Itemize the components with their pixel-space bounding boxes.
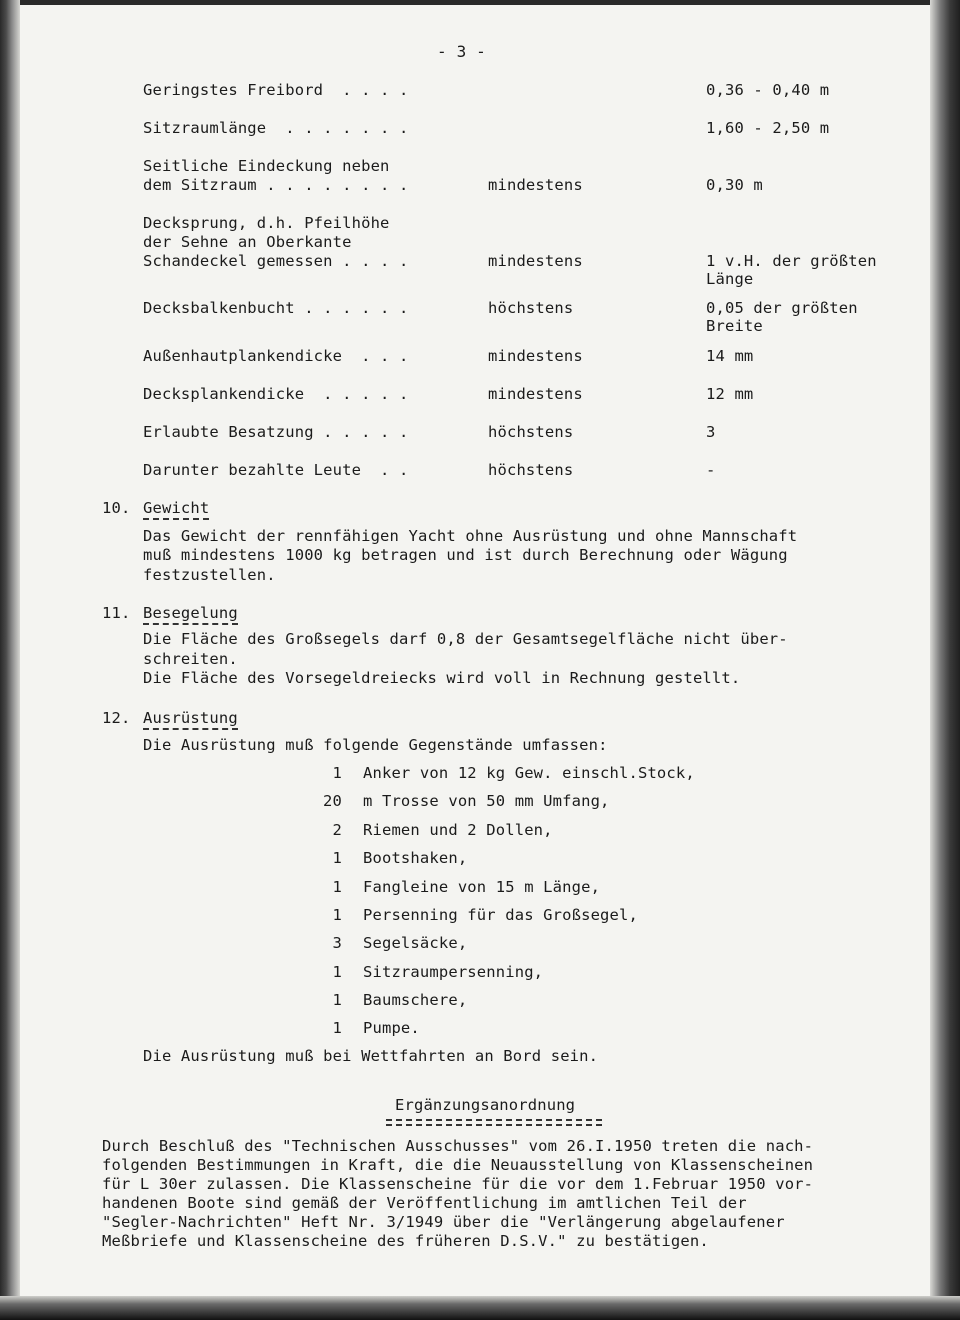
item-text: Persenning für das Großsegel, <box>363 906 638 924</box>
paragraph-line: Meßbriefe und Klassenscheine des früheren D.S.V." zu bestätigen. <box>102 1232 709 1250</box>
item-qty: 2 <box>332 821 342 839</box>
spec-qualifier: mindestens <box>488 385 583 403</box>
item-qty: 20 <box>323 792 342 810</box>
item-text: Riemen und 2 Dollen, <box>363 821 553 839</box>
item-qty: 1 <box>332 878 342 896</box>
paragraph-line: Die Fläche des Vorsegeldreiecks wird voll in Rechnung gestellt. <box>143 669 741 687</box>
item-text: Anker von 12 kg Gew. einschl.Stock, <box>363 764 695 782</box>
item-qty: 1 <box>332 963 342 981</box>
spec-value: 14 mm <box>706 347 754 365</box>
item-text: Segelsäcke, <box>363 934 468 952</box>
spec-value: Breite <box>706 317 763 335</box>
section-heading-text: Besegelung <box>143 604 238 625</box>
item-qty: 1 <box>332 764 342 782</box>
item-qty: 1 <box>332 991 342 1009</box>
scan-bottom-border <box>0 1296 960 1320</box>
spec-label: Darunter bezahlte Leute . . <box>143 461 409 479</box>
paragraph-line: Das Gewicht der rennfähigen Yacht ohne Ausrüstung und ohne Mannschaft <box>143 527 798 545</box>
spec-label: dem Sitzraum . . . . . . . . <box>143 176 409 194</box>
page-number: - 3 - <box>437 42 486 61</box>
spec-value: 0,30 m <box>706 176 763 194</box>
section-heading <box>143 499 209 519</box>
section-number: 10. <box>102 499 131 517</box>
paragraph-line: festzustellen. <box>143 566 276 584</box>
item-text: Bootshaken, <box>363 849 468 867</box>
spec-label: Decksbalkenbucht . . . . . . <box>143 299 409 317</box>
spec-qualifier: höchstens <box>488 299 574 317</box>
spec-qualifier: höchstens <box>488 461 574 479</box>
scan-top-border <box>0 0 960 5</box>
spec-label: Decksprung, d.h. Pfeilhöhe <box>143 214 390 232</box>
equipment-intro: Die Ausrüstung muß folgende Gegenstände umfassen: <box>143 736 608 754</box>
item-qty: 1 <box>332 1019 342 1037</box>
paragraph-line: handenen Boote sind gemäß der Veröffentlichung im amtlichen Teil der <box>102 1194 747 1212</box>
supplement-heading: Ergänzungsanordnung <box>395 1096 576 1114</box>
spec-label: Seitliche Eindeckung neben <box>143 157 390 175</box>
paragraph-line: für L 30er zulassen. Die Klassenscheine für die vor dem 1.Februar 1950 vor- <box>102 1175 814 1193</box>
section-number: 12. <box>102 709 131 727</box>
item-text: Sitzraumpersenning, <box>363 963 544 981</box>
paragraph-line: Die Fläche des Großsegels darf 0,8 der Gesamtsegelfläche nicht über- <box>143 630 788 648</box>
spec-label: Schandeckel gemessen . . . . <box>143 252 409 270</box>
scan-right-border <box>930 0 960 1320</box>
item-qty: 1 <box>332 906 342 924</box>
section-heading-text: Ausrüstung <box>143 709 238 730</box>
section-heading <box>143 604 238 624</box>
section-heading-text: Gewicht <box>143 499 209 520</box>
spec-value: 0,36 - 0,40 m <box>706 81 830 99</box>
spec-value: - <box>706 461 716 479</box>
item-text: Baumschere, <box>363 991 468 1009</box>
item-text: Fangleine von 15 m Länge, <box>363 878 601 896</box>
spec-label: Außenhautplankendicke . . . <box>143 347 409 365</box>
spec-value: 12 mm <box>706 385 754 403</box>
spec-qualifier: mindestens <box>488 347 583 365</box>
spec-qualifier: mindestens <box>488 176 583 194</box>
spec-label: Sitzraumlänge . . . . . . . <box>143 119 409 137</box>
spec-label: Erlaubte Besatzung . . . . . <box>143 423 409 441</box>
paragraph-line: Durch Beschluß des "Technischen Ausschusses" vom 26.I.1950 treten die nach- <box>102 1137 814 1155</box>
spec-value: 1 v.H. der größten <box>706 252 877 270</box>
spec-label: Geringstes Freibord . . . . <box>143 81 409 99</box>
item-text: Pumpe. <box>363 1019 420 1037</box>
spec-value: 1,60 - 2,50 m <box>706 119 830 137</box>
paragraph-line: folgenden Bestimmungen in Kraft, die die Neuausstellung von Klassenscheinen <box>102 1156 814 1174</box>
spec-label: Decksplankendicke . . . . . <box>143 385 409 403</box>
section-number: 11. <box>102 604 131 622</box>
equipment-closing: Die Ausrüstung muß bei Wettfahrten an Bord sein. <box>143 1047 599 1065</box>
spec-label: der Sehne an Oberkante <box>143 233 352 251</box>
item-text: m Trosse von 50 mm Umfang, <box>363 792 610 810</box>
spec-qualifier: mindestens <box>488 252 583 270</box>
spec-value: 3 <box>706 423 716 441</box>
item-qty: 3 <box>332 934 342 952</box>
paragraph-line: muß mindestens 1000 kg betragen und ist durch Berechnung oder Wägung <box>143 546 788 564</box>
scan-left-border <box>0 0 20 1320</box>
item-qty: 1 <box>332 849 342 867</box>
spec-value: 0,05 der größten <box>706 299 858 317</box>
paragraph-line: "Segler-Nachrichten" Heft Nr. 3/1949 über die "Verlängerung abgelaufener <box>102 1213 785 1231</box>
double-underline <box>386 1119 602 1126</box>
spec-value: Länge <box>706 270 754 288</box>
paragraph-line: schreiten. <box>143 650 238 668</box>
spec-qualifier: höchstens <box>488 423 574 441</box>
section-heading <box>143 709 238 729</box>
